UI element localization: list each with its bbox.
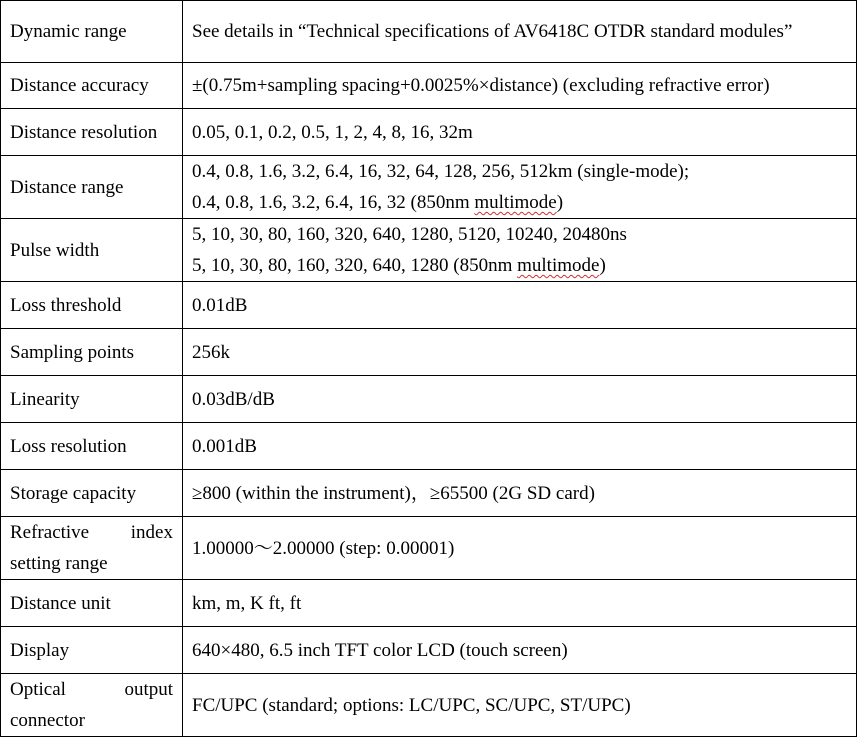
table-row [1,517,857,580]
row-value [183,470,857,517]
row-label: Storage capacity [1,470,183,517]
value-line: 0.01dB [192,294,248,316]
table-row [1,219,857,282]
row-value [183,423,857,470]
value-line: 1.00000～2.00000 (step: 0.00001) [192,537,455,559]
value-line: 0.001dB [192,435,257,457]
value-line: 5, 10, 30, 80, 160, 320, 640, 1280, 5120, 10240, 20480ns [192,224,627,245]
table-row [1,329,857,376]
row-value [183,376,857,423]
row-label: Pulse width [1,219,183,282]
value-line: 256k [192,341,230,363]
value-line: 0.03dB/dB [192,388,275,410]
row-label: Sampling points [1,329,183,376]
row-value [183,63,857,109]
table-row [1,423,857,470]
value-line: See details in “Technical specifications of AV6418C OTDR standard modules” [192,21,793,42]
value-line: ≥800 (within the instrument)，≥65500 (2G SD card) [192,482,595,504]
table-row [1,674,857,737]
table-row [1,627,857,674]
value-line: 640×480, 6.5 inch TFT color LCD (touch screen) [192,639,568,661]
value-suffix: ) [556,192,564,213]
row-value [183,109,857,156]
row-value [183,674,857,737]
spellcheck-flagged-word: multimode [517,255,600,276]
table-row [1,470,857,517]
row-value [183,219,857,282]
row-label: Dynamic range [1,1,183,63]
row-value [183,580,857,627]
table-row [1,109,857,156]
value-prefix: 0.4, 0.8, 1.6, 3.2, 6.4, 16, 32 (850nm [192,192,475,213]
value-line: 0.05, 0.1, 0.2, 0.5, 1, 2, 4, 8, 16, 32m [192,121,473,143]
row-label: Loss resolution [1,423,183,470]
spellcheck-flagged-word: multimode [474,192,557,213]
table-row [1,376,857,423]
row-label: Distance unit [1,580,183,627]
table-row [1,63,857,109]
row-label: Display [1,627,183,674]
value-line: 0.4, 0.8, 1.6, 3.2, 6.4, 16, 32, 64, 128, 256, 512km (single-mode); [192,161,690,182]
row-label: Linearity [1,376,183,423]
value-prefix: 5, 10, 30, 80, 160, 320, 640, 1280 (850nm [192,255,518,276]
row-value [183,329,857,376]
value-line [192,187,847,218]
value-suffix: ) [599,255,606,276]
row-value [183,517,857,580]
row-value [183,627,857,674]
row-label: Distance range [1,156,183,219]
table-row [1,156,857,219]
value-line: FC/UPC (standard; options: LC/UPC, SC/UPC, ST/UPC) [192,694,631,716]
row-label: Refractive index setting range [1,517,183,580]
value-line: km, m, K ft, ft [192,592,302,614]
row-label: Distance accuracy [1,63,183,109]
table-row [1,580,857,627]
value-line [192,250,847,281]
table-row [1,282,857,329]
row-label: Loss threshold [1,282,183,329]
value-line: ±(0.75m+sampling spacing+0.0025%×distance) (excluding refractive error) [192,75,770,96]
row-value [183,282,857,329]
row-label: Distance resolution [1,109,183,156]
row-value [183,156,857,219]
table-row [1,1,857,63]
row-value [183,1,857,63]
row-label: Optical output connector [1,674,183,737]
